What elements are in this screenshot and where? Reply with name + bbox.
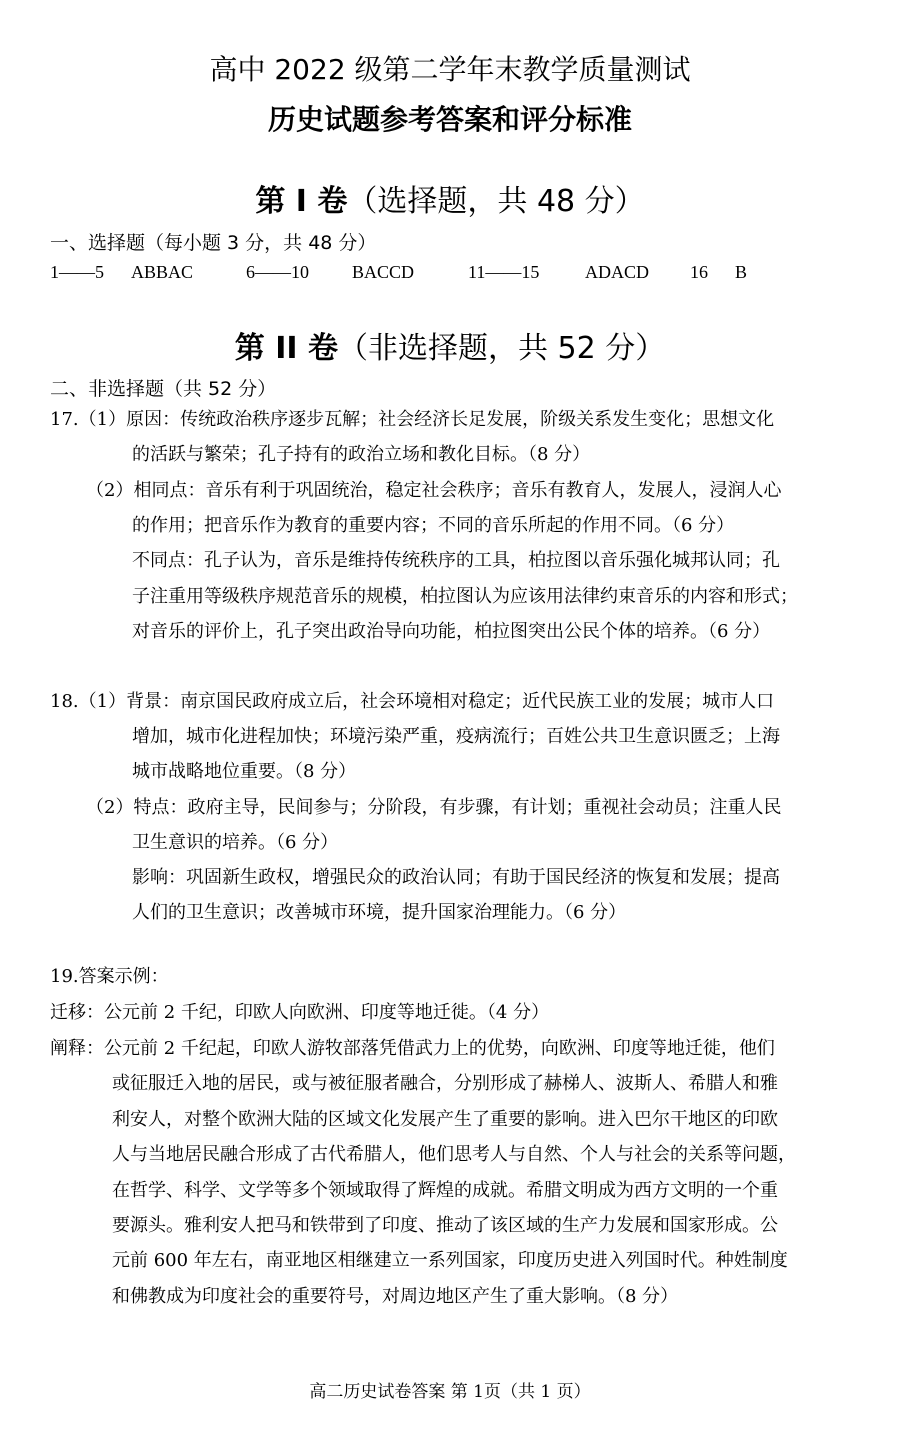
q17-line: 不同点：孔子认为，音乐是维持传统秩序的工具，柏拉图以音乐强化城邦认同；孔 xyxy=(132,550,780,571)
part2-heading xyxy=(0,323,900,367)
q18-line: 影响：巩固新生政权，增强民众的政治认同；有助于国民经济的恢复和发展；提高 xyxy=(132,867,780,888)
q17-line: 对音乐的评价上，孔子突出政治导向功能，柏拉图突出公民个体的培养。（6 分） xyxy=(132,621,771,642)
answer-value-1: ABBAC xyxy=(131,262,194,282)
q19-line: 和佛教成为印度社会的重要符号，对周边地区产生了重大影响。（8 分） xyxy=(112,1286,679,1307)
q18-line: 增加，城市化进程加快；环境污染严重，疫病流行；百姓公共卫生意识匮乏；上海 xyxy=(132,726,780,747)
q19-line: 或征服迁入地的居民，或与被征服者融合，分别形成了赫梯人、波斯人、希腊人和雅 xyxy=(112,1073,778,1094)
part2-heading-rest: （非选择题，共 52 分） xyxy=(337,331,666,366)
q17-line: 子注重用等级秩序规范音乐的规模，柏拉图认为应该用法律约束音乐的内容和形式； xyxy=(132,586,798,607)
q19-line: 阐释：公元前 2 千纪起，印欧人游牧部落凭借武力上的优势，向欧洲、印度等地迁徙，他们 xyxy=(50,1038,775,1059)
part1-heading-bold: 第 I 卷 xyxy=(255,184,348,219)
document-title: 高中 2022 级第二学年末教学质量测试 xyxy=(209,53,691,86)
q17-line: （2）相同点：音乐有利于巩固统治，稳定社会秩序；音乐有教育人，发展人，浸润人心 xyxy=(86,480,782,501)
q19-line: 元前 600 年左右，南亚地区相继建立一系列国家，印度历史进入列国时代。种姓制度 xyxy=(112,1250,788,1271)
page-footer: 高二历史试卷答案 第 1页（共 1 页） xyxy=(309,1382,591,1402)
answer-value-3: ADACD xyxy=(585,262,650,282)
q17-line: 17.（1）原因：传统政治秩序逐步瓦解；社会经济长足发展，阶级关系发生变化；思想文化 xyxy=(50,409,775,430)
q17-line: 的活跃与繁荣；孔子持有的政治立场和教化目标。（8 分） xyxy=(132,444,591,465)
answer-value-4: B xyxy=(735,262,748,282)
part2-heading-bold: 第 II 卷 xyxy=(234,331,338,366)
answer-range-2: 6——10 xyxy=(246,262,309,282)
q19-line: 在哲学、科学、文学等多个领域取得了辉煌的成就。希腊文明成为西方文明的一个重 xyxy=(112,1180,778,1201)
q18-line: 城市战略地位重要。（8 分） xyxy=(132,761,357,782)
q19-line: 19.答案示例： xyxy=(50,966,169,987)
q19-line: 人与当地居民融合形成了古代希腊人，他们思考人与自然、个人与社会的关系等问题， xyxy=(112,1144,796,1165)
q18-line: 卫生意识的培养。（6 分） xyxy=(132,832,339,853)
q19-line: 迁移：公元前 2 千纪，印欧人向欧洲、印度等地迁徙。（4 分） xyxy=(50,1002,550,1023)
q19-line: 要源头。雅利安人把马和铁带到了印度、推动了该区域的生产力发展和国家形成。公 xyxy=(112,1215,778,1236)
answer-range-1: 1——5 xyxy=(50,262,104,282)
q18-line: 18.（1）背景：南京国民政府成立后，社会环境相对稳定；近代民族工业的发展；城市人口 xyxy=(50,691,775,712)
q18-line: （2）特点：政府主导，民间参与；分阶段，有步骤，有计划；重视社会动员；注重人民 xyxy=(86,797,782,818)
answer-range-3: 11——15 xyxy=(468,262,540,282)
part1-heading xyxy=(0,176,900,220)
q18-line: 人们的卫生意识；改善城市环境，提升国家治理能力。（6 分） xyxy=(132,902,627,923)
answer-range-4: 16 xyxy=(690,262,708,282)
section2-title: 二、非选择题（共 52 分） xyxy=(50,378,277,400)
q19-line: 利安人，对整个欧洲大陆的区域文化发展产生了重要的影响。进入巴尔干地区的印欧 xyxy=(112,1109,778,1130)
document-subtitle: 历史试题参考答案和评分标准 xyxy=(267,103,632,136)
answer-value-2: BACCD xyxy=(352,262,415,282)
q17-line: 的作用；把音乐作为教育的重要内容；不同的音乐所起的作用不同。（6 分） xyxy=(132,515,735,536)
section1-title: 一、选择题（每小题 3 分，共 48 分） xyxy=(50,232,377,254)
part1-heading-rest: （选择题，共 48 分） xyxy=(347,184,645,219)
